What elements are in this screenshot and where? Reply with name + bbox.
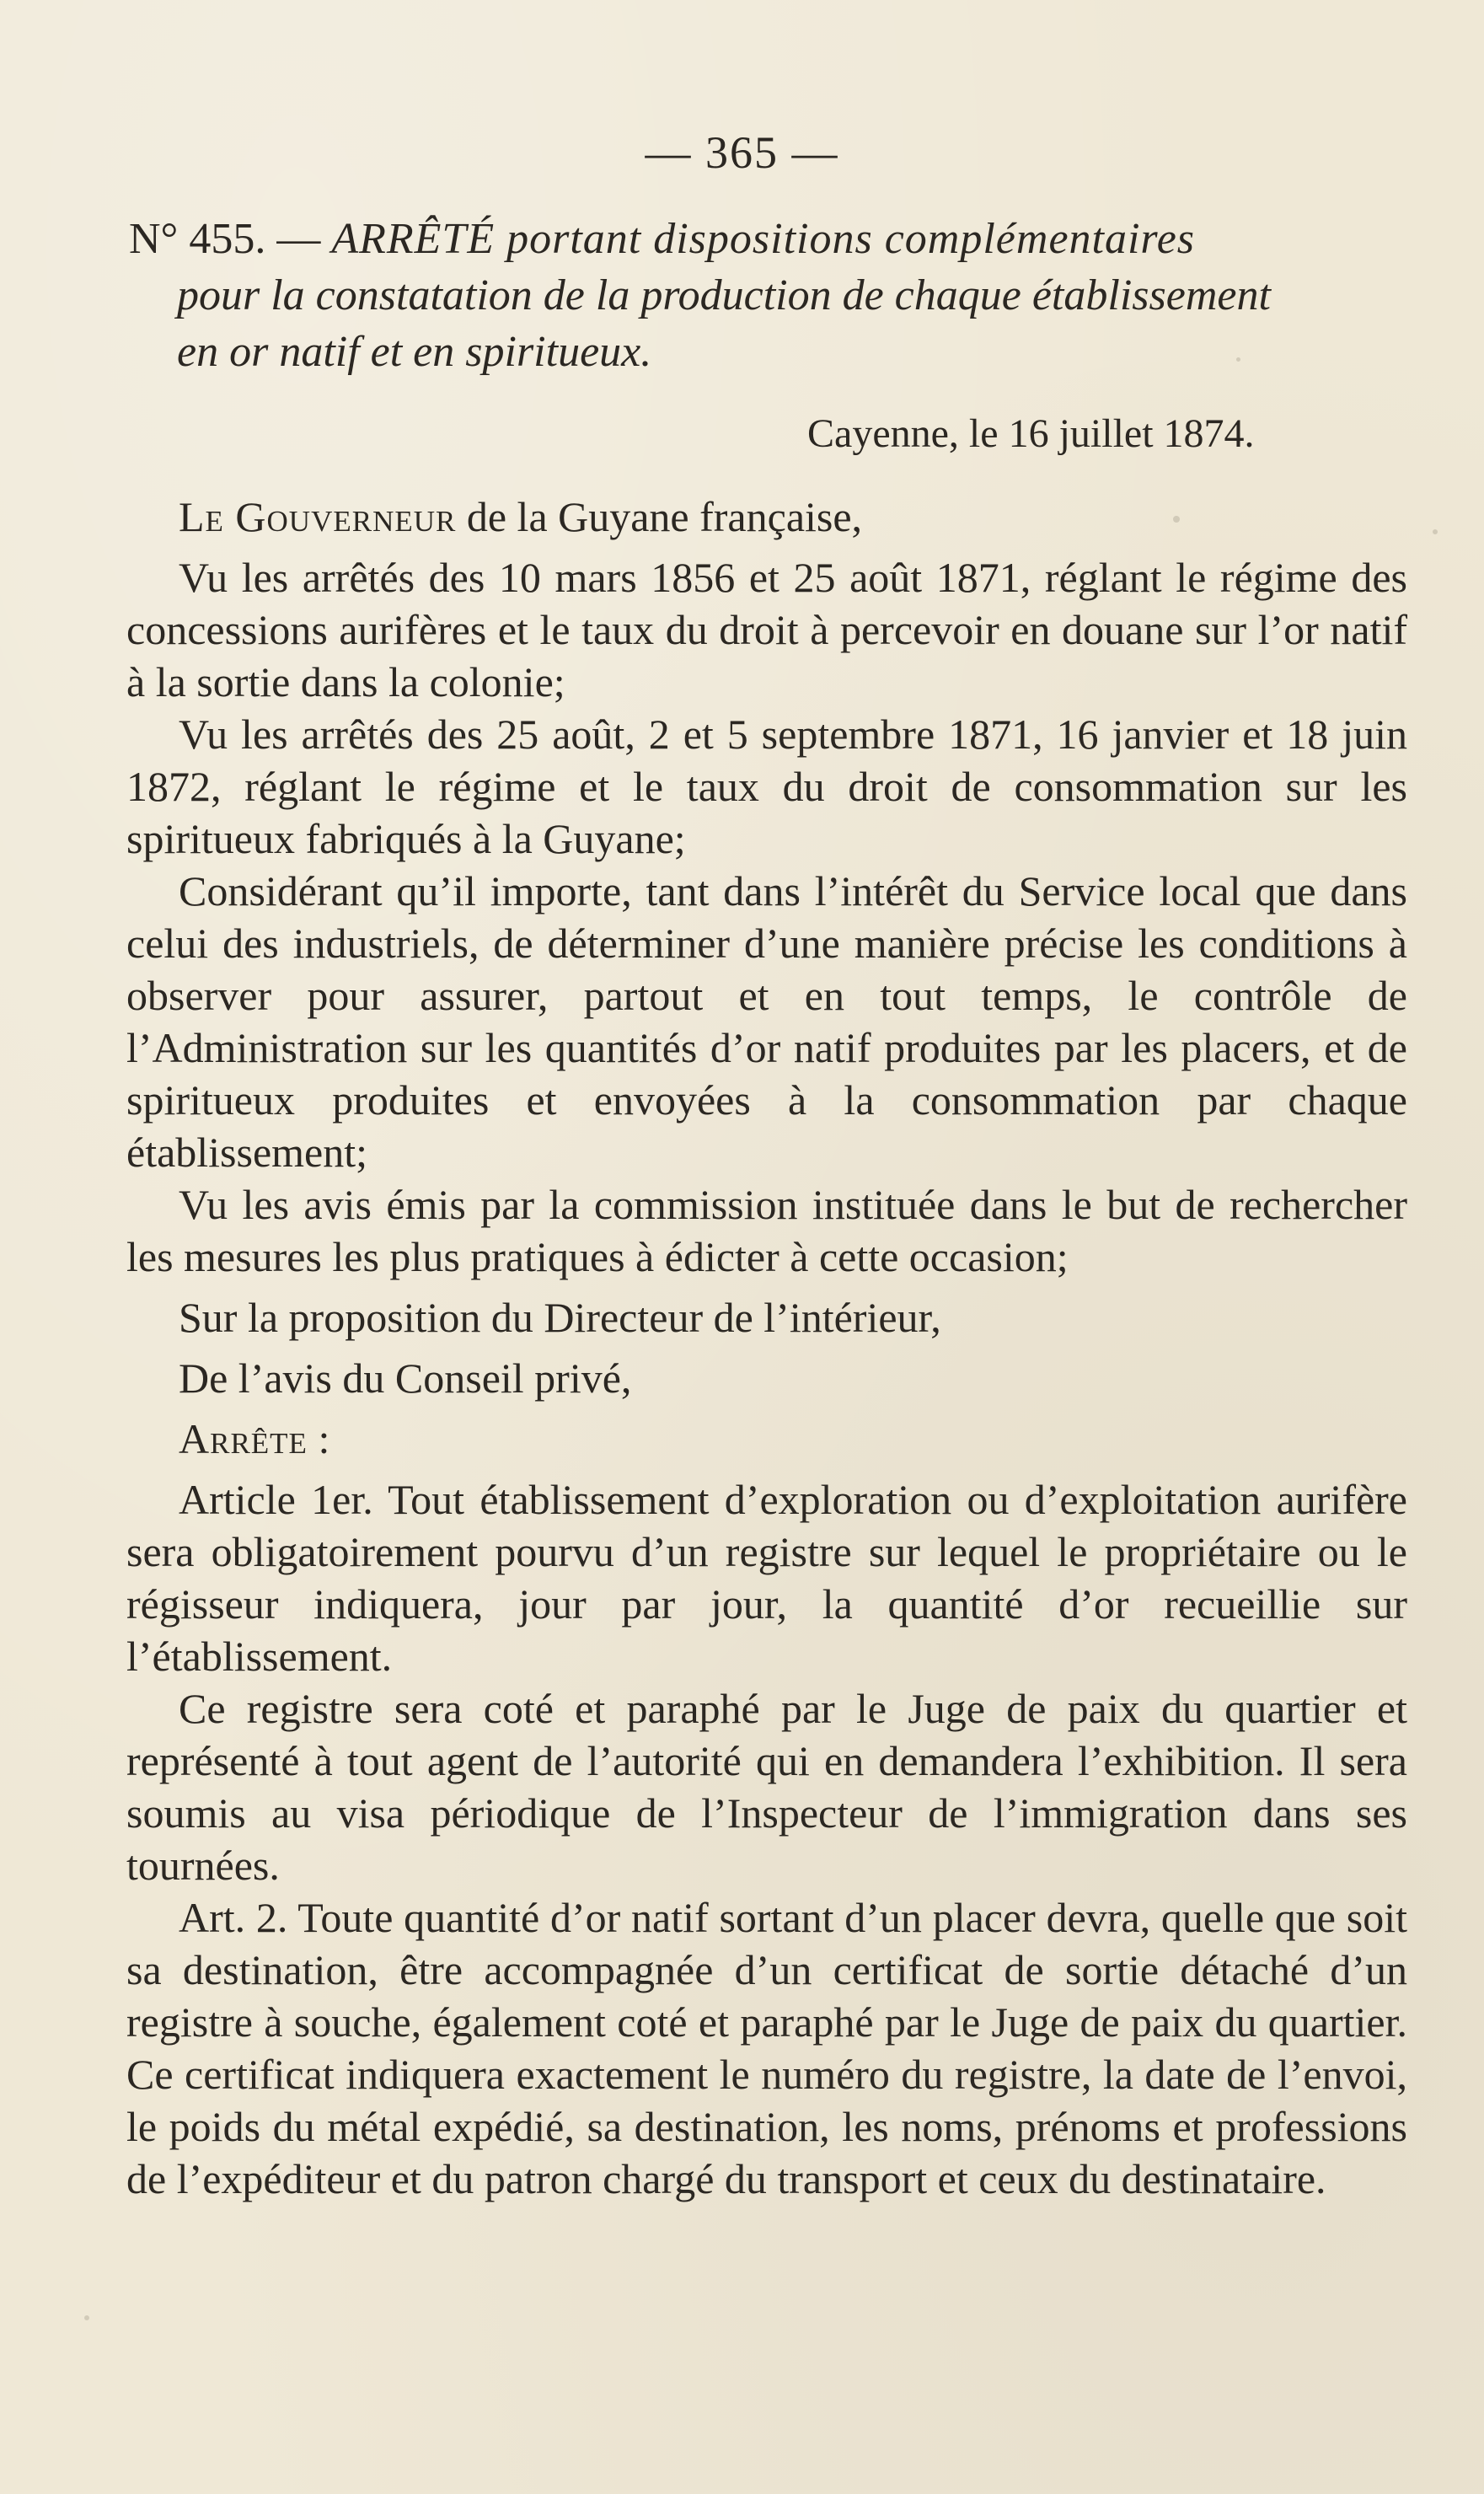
paragraph-considerant: Considérant qu’il importe, tant dans l’intérêt du Service local que dans celui des industriels, de déterminer d’une manière précise les conditions à observer pour assurer, partout et en tout temps, le contrôle de l’Administration sur les quantités d’or natif produites par les placers, et de spiritueux produites et envoyées à la consommation par chaque établissement; — [126, 867, 1407, 1176]
arrete-label: Arrête — [179, 1415, 308, 1462]
paper-spot — [1236, 357, 1240, 362]
decree-body — [126, 491, 1407, 2205]
paragraph-vu-1: Vu les arrêtés des 10 mars 1856 et 25 août 1871, réglant le régime des concessions aurifères et le taux du droit à percevoir en douane sur l’or natif à la sortie dans la colonie; — [126, 554, 1407, 705]
decree-title-lead: ARRÊTÉ portant dispositions complémentaires — [331, 215, 1196, 263]
paragraph-arrete — [126, 1413, 1407, 1465]
paper-spot — [1433, 529, 1438, 534]
paragraph-governor — [126, 491, 1407, 543]
governor-text: de la Guyane française, — [456, 493, 863, 540]
decree-title-line-2: pour la constatation de la production de chaque établissement — [177, 271, 1271, 319]
decree-title — [129, 211, 1393, 380]
dateline: Cayenne, le 16 juillet 1874. — [807, 411, 1255, 456]
paragraph-article-1: Article 1er. Tout établissement d’exploration ou d’exploitation aurifère sera obligatoirement pourvu d’un registre sur lequel le propriétaire ou le régisseur indiquera, jour par jour, la quantité d’or recueillie sur l’établissement. — [126, 1476, 1407, 1680]
paragraph-avis: De l’avis du Conseil privé, — [179, 1354, 632, 1402]
page-number: — 365 — — [645, 127, 839, 178]
paragraph-article-2: Art. 2. Toute quantité d’or natif sortant d’un placer devra, quelle que soit sa destination, être accompagnée d’un certificat de sortie détaché d’un registre à souche, également coté et paraphé par le Juge de paix du quartier. Ce certificat indiquera exactement le numéro du registre, la date de l’envoi, le poids du métal expédié, sa destination, les noms, prénoms et professions de l’expéditeur et du patron chargé du transport et ceux du destinataire. — [126, 1894, 1407, 2202]
paragraph-vu-2: Vu les arrêtés des 25 août, 2 et 5 septembre 1871, 16 janvier et 18 juin 1872, réglant le régime et le taux du droit de consommation sur les spiritueux fabriqués à la Guyane; — [126, 711, 1407, 862]
paper-spot — [1173, 516, 1180, 523]
paragraph-vu-3: Vu les avis émis par la commission instituée dans le but de rechercher les mesures les plus pratiques à édicter à cette occasion; — [126, 1181, 1407, 1280]
paper-spot — [84, 2315, 89, 2320]
decree-number: N° 455. — — [129, 215, 321, 263]
decree-title-line-3: en or natif et en spiritueux. — [177, 328, 652, 376]
paragraph-proposition: Sur la proposition du Directeur de l’intérieur, — [179, 1294, 941, 1341]
paragraph-registre: Ce registre sera coté et paraphé par le Juge de paix du quartier et représenté à tout agent de l’autorité qui en demandera l’exhibition. Il sera soumis au visa périodique de l’Inspecteur de l’immigration dans ses tournées. — [126, 1685, 1407, 1889]
governor-label: Le Gouverneur — [179, 493, 457, 540]
arrete-colon: : — [307, 1415, 330, 1462]
